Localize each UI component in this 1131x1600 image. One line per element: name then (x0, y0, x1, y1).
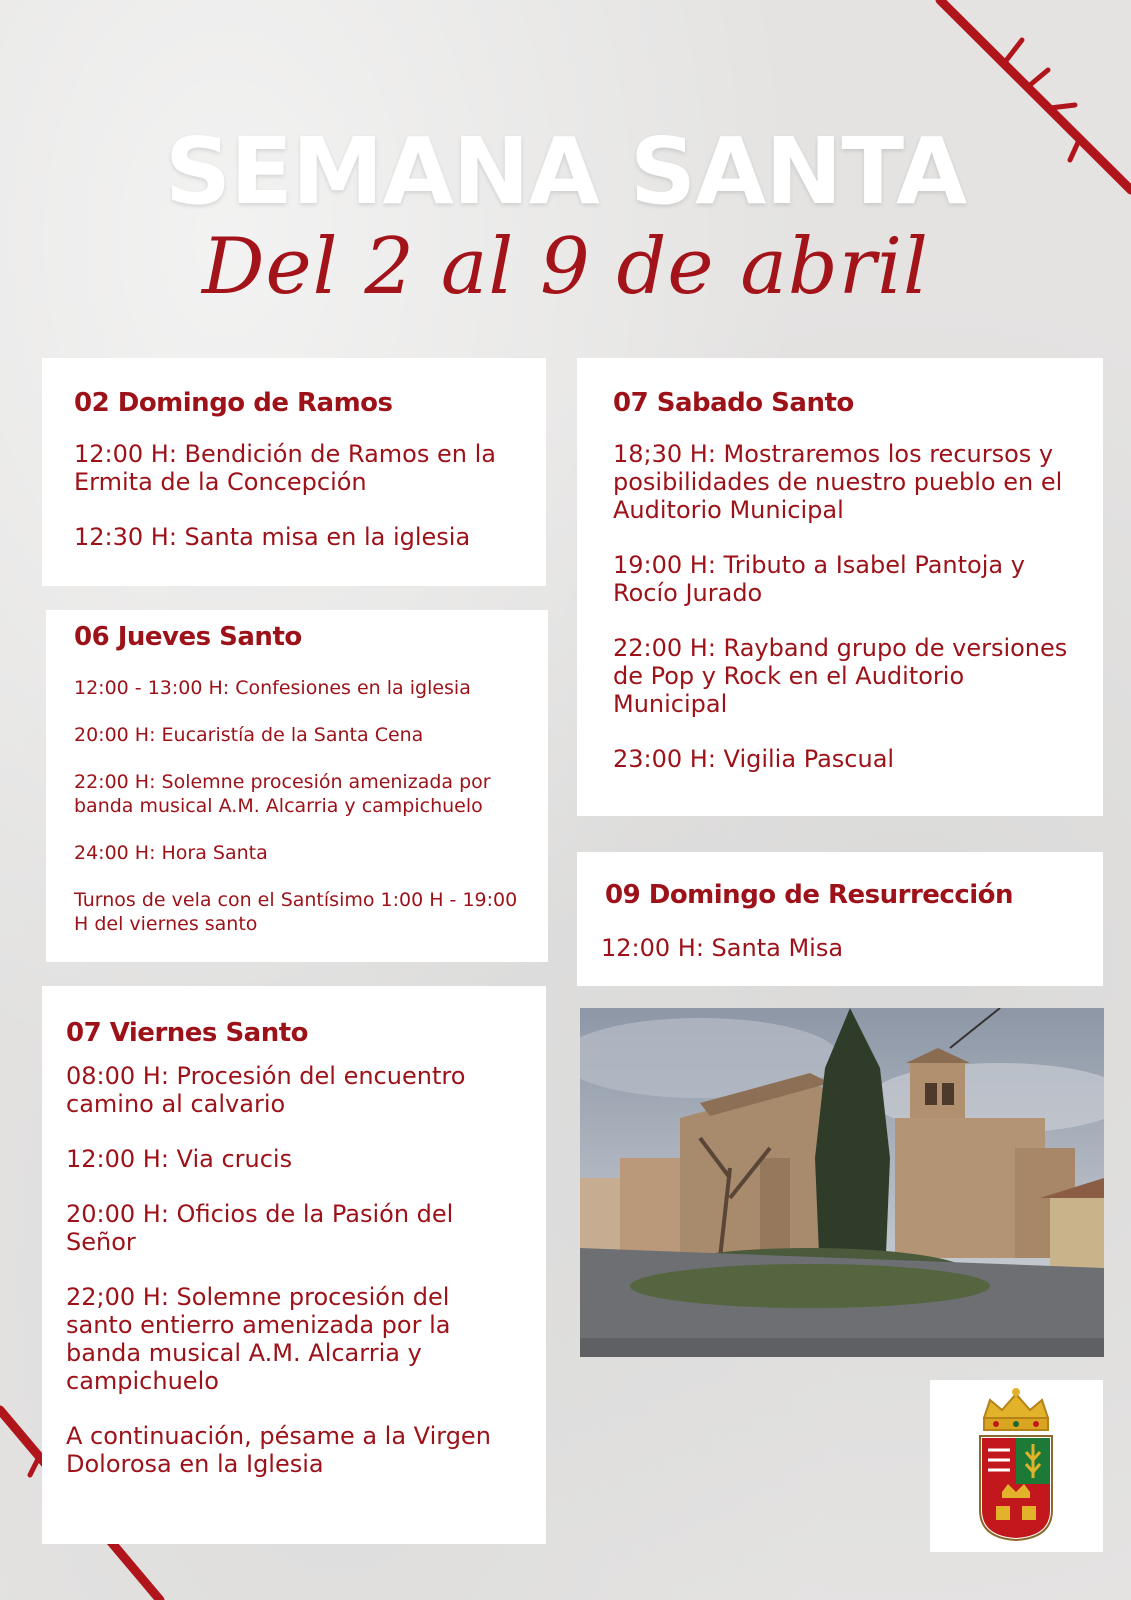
card-domingo-de-resurreccion (577, 852, 1103, 986)
event-item: 20:00 H: Oficios de la Pasión del Señor (66, 1200, 454, 1256)
event-item: 12:00 H: Via crucis (66, 1145, 293, 1173)
event-item: 18;30 H: Mostraremos los recursos y posibilidades de nuestro pueblo en el Auditorio Municipal (613, 440, 1063, 524)
event-item: 22:00 H: Solemne procesión amenizada por banda musical A.M. Alcarria y campichuelo (74, 771, 491, 817)
event-item: 12:00 H: Santa Misa (601, 934, 844, 962)
event-item: 12:00 H: Bendición de Ramos en la Ermita de la Concepción (74, 440, 496, 496)
day-heading: 06 Jueves Santo (74, 622, 302, 652)
day-heading: 07 Viernes Santo (66, 1018, 309, 1048)
day-heading: 02 Domingo de Ramos (74, 388, 393, 418)
event-item: 22:00 H: Rayband grupo de versiones de Pop y Rock en el Auditorio Municipal (613, 634, 1068, 718)
event-item: 19:00 H: Tributo a Isabel Pantoja y Rocío Jurado (613, 551, 1025, 607)
event-item: 23:00 H: Vigilia Pascual (613, 745, 895, 773)
event-item: Turnos de vela con el Santísimo 1:00 H - 19:00 H del viernes santo (74, 889, 518, 935)
event-item: 08:00 H: Procesión del encuentro camino al calvario (66, 1062, 466, 1118)
day-heading: 07 Sabado Santo (613, 388, 854, 418)
card-jueves-santo (46, 610, 548, 962)
event-item: 24:00 H: Hora Santa (74, 842, 268, 864)
event-item: 12:30 H: Santa misa en la iglesia (74, 523, 471, 551)
page-title: SEMANA SANTA (164, 118, 967, 225)
event-item: 20:00 H: Eucaristía de la Santa Cena (74, 724, 424, 746)
date-range-subtitle: Del 2 al 9 de abril (201, 222, 930, 312)
church-photo (580, 1008, 1104, 1357)
crest-box (930, 1380, 1103, 1552)
event-item: A continuación, pésame a la Virgen Dolorosa en la Iglesia (66, 1422, 491, 1478)
card-sabado-santo (577, 358, 1103, 816)
event-item: 22;00 H: Solemne procesión del santo entierro amenizada por la banda musical A.M. Alcarria y campichuelo (66, 1283, 451, 1395)
day-heading: 09 Domingo de Resurrección (605, 880, 1014, 910)
coat-of-arms-icon (930, 1380, 1103, 1552)
card-domingo-de-ramos (42, 358, 546, 586)
event-item: 12:00 - 13:00 H: Confesiones en la iglesia (74, 677, 471, 699)
card-viernes-santo (42, 986, 546, 1544)
